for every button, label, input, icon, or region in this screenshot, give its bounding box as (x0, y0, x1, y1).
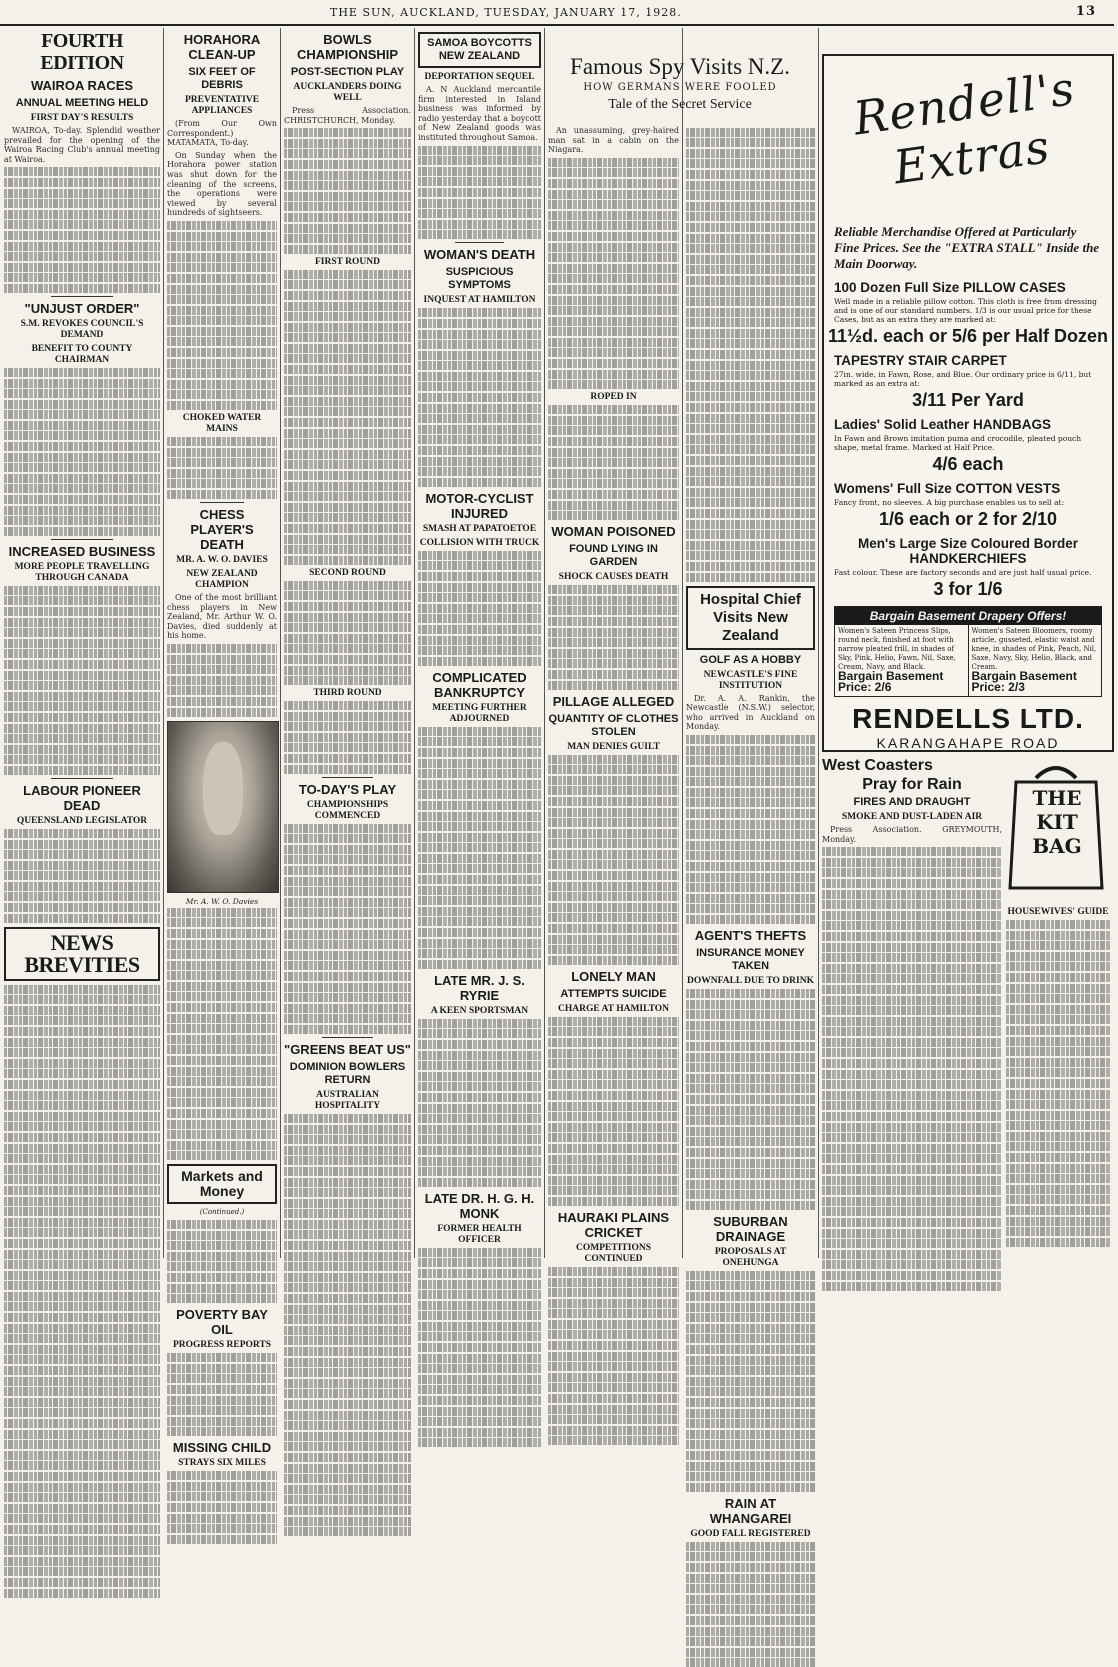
article-text: (From Our Own Correspondent.) MATAMATA, To-day. (167, 119, 277, 148)
subheadline: DOMINION BOWLERS RETURN (289, 1060, 406, 1086)
headline: PILLAGE ALLEGED (552, 693, 675, 709)
brevities-heading: BREVITIES (24, 951, 140, 977)
subheadline: MEETING FURTHER ADJOURNED (432, 702, 527, 724)
headline: "GREENS BEAT US" (284, 1041, 411, 1057)
ad-item (824, 481, 1112, 530)
headline: SAMOA BOYCOTTS NEW ZEALAND (427, 37, 532, 62)
rendells-advertisement (822, 54, 1114, 752)
company-address: KARANGAHAPE ROAD (876, 735, 1060, 751)
bargain-basement-box (834, 606, 1102, 697)
bargain-left-price: Bargain Basement Price: 2/6 (838, 669, 944, 694)
subheadline: SMOKE AND DUST-LADEN AIR (841, 812, 983, 822)
subheadline: ATTEMPTS SUICIDE (560, 987, 667, 1000)
ad-item-description: 27in. wide, in Fawn, Rose, and Blue. Our ordinary price is 6/11, but marked as an extra at: (834, 370, 1092, 388)
masthead-line: THE SUN, AUCKLAND, TUESDAY, JANUARY 17, 1928. (330, 6, 682, 19)
headline: HAURAKI PLAINS CRICKET (557, 1209, 670, 1240)
article-text: A. N Auckland mercantile firm interested in Island business was informed by radio yesterday that a boycott of New Zealand goods was instituted throughout Samoa. (418, 85, 541, 142)
article-text: WAIROA, To-day. Splendid weather prevailed for the opening of the Wairoa Racing Club's annual meeting at Wairoa. (4, 126, 160, 164)
subheadline: NEW ZEALAND CHAMPION (186, 569, 258, 590)
ad-item (824, 417, 1112, 475)
headline: BOWLS CHAMPIONSHIP (296, 32, 399, 62)
markets-box (167, 1164, 277, 1204)
subheadline: QUANTITY OF CLOTHES STOLEN (548, 712, 679, 738)
ad-item (824, 280, 1112, 347)
headline: RAIN AT WHANGAREI (709, 1495, 792, 1526)
ad-item-price: 1/6 each or 2 for 2/10 (878, 509, 1058, 529)
subheadline: MAN DENIES GUILT (567, 741, 660, 752)
ad-item (824, 353, 1112, 411)
article-text: On Sunday when the Horahora power station was shut down for the cleaning of the screens, the operations were viewed by several hundreds of sightseers. (167, 150, 277, 218)
fourth-edition-banner: FOURTH EDITION (40, 30, 124, 74)
headline: LATE DR. H. G. H. MONK (424, 1190, 535, 1221)
headline: TO-DAY'S PLAY (298, 781, 397, 797)
column-6 (686, 126, 815, 1539)
headline: LONELY MAN (571, 968, 656, 984)
company-name: RENDELLS LTD. (852, 703, 1084, 734)
headline: HORAHORA CLEAN-UP (183, 32, 261, 62)
ad-item-price: 3 for 1/6 (933, 579, 1003, 599)
photo-caption: Mr. A. W. O. Davies (185, 896, 259, 906)
subheadline: SUSPICIOUS SYMPTOMS (445, 266, 514, 292)
spy-story-head (545, 54, 815, 117)
kit-bag-title: THE KIT BAG (1032, 786, 1082, 858)
headline: MOTOR-CYCLIST INJURED (425, 490, 534, 521)
headline: LABOUR PIONEER DEAD (23, 782, 141, 813)
subheadline: AUSTRALIAN HOSPITALITY (314, 1089, 381, 1111)
masthead (0, 0, 1114, 26)
subheadline: COLLISION WITH TRUCK (419, 537, 540, 548)
rendells-extras-logo: Rendell's Extras (850, 61, 1079, 195)
headline: WAIROA RACES (30, 78, 134, 93)
article-text: One of the most brilliant chess players in New Zealand, Mr. Arthur W. O. Davies, died suddenly at his home. (167, 593, 277, 641)
spy-tagline: Tale of the Secret Service (608, 97, 752, 112)
ad-item-title: TAPESTRY STAIR CARPET (834, 353, 1007, 368)
column-rule (280, 28, 281, 1258)
subheadline: INSURANCE MONEY TAKEN (696, 947, 805, 972)
headline: LATE MR. J. S. RYRIE (434, 972, 525, 1003)
section-label: FIRST ROUND (314, 256, 380, 267)
housewives-guide-heading: HOUSEWIVES' GUIDE (1007, 907, 1109, 917)
ad-item-price: 4/6 each (932, 454, 1004, 474)
subheadline: GOLF AS A HOBBY (699, 653, 802, 666)
headline: COMPLICATED BANKRUPTCY (432, 669, 527, 700)
subheadline: CHOKED WATER MAINS (182, 413, 262, 435)
column-rule (544, 28, 545, 1258)
subheadline: PREVENTATIVE APPLIANCES (184, 95, 260, 116)
ad-item-description: Fancy front, no sleeves. A big purchase enables us to sell at: (834, 498, 1065, 507)
column-8 (1006, 904, 1110, 1254)
subheadline: NEWCASTLE'S FINE INSTITUTION (703, 669, 798, 691)
portrait-photo (167, 721, 279, 893)
headline: WOMAN'S DEATH (423, 247, 536, 263)
subheadline: GOOD FALL REGISTERED (690, 1528, 811, 1539)
subheadline: CHAMPIONSHIPS COMMENCED (306, 799, 389, 821)
column-rule (414, 28, 415, 1258)
headline: Hospital Chief Visits New Zealand (700, 590, 801, 644)
news-heading: NEWS (50, 929, 114, 955)
article-text: Press Association. GREYMOUTH, Monday. (822, 825, 1002, 844)
subheadline: SMASH AT PAPATOETOE (422, 523, 537, 534)
headline: WOMAN POISONED (551, 524, 676, 540)
column-rule (818, 28, 819, 1258)
ad-item-title: 100 Dozen Full Size PILLOW CASES (834, 280, 1066, 295)
subheadline: A KEEN SPORTSMAN (430, 1005, 529, 1016)
ad-item-price: 3/11 Per Yard (912, 390, 1024, 410)
bargain-right-price: Bargain Basement Price: 2/3 (971, 669, 1077, 694)
subheadline: INQUEST AT HAMILTON (423, 295, 536, 306)
subheadline: AUCKLANDERS DOING WELL (293, 82, 402, 103)
subheadline: FORMER HEALTH OFFICER (437, 1223, 522, 1245)
subheadline: DOWNFALL DUE TO DRINK (687, 976, 814, 986)
subheadline: DEPORTATION SEQUEL (424, 72, 535, 82)
section-label: SECOND ROUND (309, 567, 386, 578)
section-label: ROPED IN (590, 392, 637, 403)
spy-headline: Famous Spy Visits N.Z. (570, 54, 790, 79)
column-rule (163, 28, 164, 1258)
article-text: Press Association. CHRISTCHURCH, Monday. (284, 106, 411, 125)
headline: MISSING CHILD (172, 1440, 272, 1456)
subheadline: FIRST DAY'S RESULTS (30, 113, 134, 123)
ad-item-description: Fast colour. These are factory seconds and are just half usual price. (834, 568, 1092, 577)
subheadline: STRAYS SIX MILES (178, 1458, 266, 1469)
subheadline: COMPETITIONS CONTINUED (576, 1242, 651, 1264)
kit-bag-logo (1006, 758, 1106, 898)
headline: AGENT'S THEFTS (694, 928, 807, 943)
column-1 (4, 28, 160, 1258)
spy-subheadline: HOW GERMANS WERE FOOLED (583, 82, 777, 93)
article-text: Dr. A. A. Rankin, the Newcastle (N.S.W.) selector, who arrived in Auckland on Monday. (686, 693, 815, 732)
article-text: An unassuming, grey-haired man sat in a cabin on the Niagara. (548, 126, 679, 155)
subheadline: QUEENSLAND LEGISLATOR (16, 815, 148, 826)
subheadline: BENEFIT TO COUNTY CHAIRMAN (31, 343, 133, 365)
ad-item-title: Womens' Full Size COTTON VESTS (834, 481, 1061, 496)
column-7 (822, 754, 1002, 1254)
subheadline: PROGRESS REPORTS (172, 1340, 272, 1351)
headline: POVERTY BAY OIL (176, 1307, 268, 1338)
section-label: THIRD ROUND (313, 688, 382, 699)
subheadline: FIRES AND DRAUGHT (853, 796, 971, 808)
bargain-left-text: Women's Sateen Princess Slips, round neck, finished at foot with narrow pleated frill, in shades of Sky, Pink, Helio, Fawn, Nil, Saxe, Cream, Navy, and Black. (838, 627, 956, 671)
headline: SUBURBAN DRAINAGE (713, 1213, 788, 1244)
ad-item-title: Men's Large Size Coloured Border HANDKERCHIEFS (857, 536, 1078, 566)
column-4 (418, 28, 541, 1258)
column-3 (284, 28, 411, 1258)
samoa-box (418, 32, 541, 68)
ad-item-price: 11½d. each or 5/6 per Half Dozen (827, 326, 1109, 346)
headline: West Coasters (822, 757, 933, 774)
subheadline: PROPOSALS AT ONEHUNGA (714, 1246, 787, 1268)
headline: CHESS PLAYER'S DEATH (190, 507, 254, 552)
bargain-right-text: Women's Sateen Bloomers, roomy article, gusseted, elastic waist and knee, in shades of Pink, Peach, Nil, Saxe, Navy, Sky, Helio, Black, and Cream. (971, 627, 1097, 671)
headline: "UNJUST ORDER" (24, 300, 140, 316)
headline: ANNUAL MEETING HELD (15, 97, 149, 109)
ad-lead-text: Reliable Merchandise Offered at Particularly Fine Prices. See the "EXTRA STALL" Inside the Main Doorway. (834, 224, 1100, 271)
subheadline: S.M. REVOKES COUNCIL'S DEMAND (20, 318, 144, 340)
hospital-chief-box (686, 586, 815, 650)
subheadline: MR. A. W. O. DAVIES (176, 555, 268, 565)
page-number: 13 (1075, 4, 1096, 19)
column-rule (682, 28, 683, 1258)
markets-heading: Markets and Money (181, 1168, 263, 1200)
subheadline: MORE PEOPLE TRAVELLING THROUGH CANADA (14, 561, 150, 583)
ad-item (824, 536, 1112, 600)
ad-item-description: In Fawn and Brown imitation puma and crocodile, pleated pouch shape, metal frame. Marked at Half Price. (834, 434, 1082, 452)
subheadline: SIX FEET OF DEBRIS (188, 66, 256, 91)
news-brevities-box (4, 927, 160, 981)
subheadline: POST-SECTION PLAY (290, 66, 405, 78)
headline: INCREASED BUSINESS (8, 543, 156, 559)
column-5 (548, 126, 679, 1264)
column-2 (167, 28, 277, 1469)
subheadline: SHOCK CAUSES DEATH (558, 572, 669, 583)
ad-item-title: Ladies' Solid Leather HANDBAGS (834, 417, 1051, 432)
headline: Pray for Rain (862, 776, 962, 793)
bargain-title: Bargain Basement Drapery Offers! (835, 607, 1101, 625)
subheadline: CHARGE AT HAMILTON (557, 1003, 670, 1014)
ad-item-description: Well made in a reliable pillow cotton. This cloth is free from dressing and is one of our standard numbers. 1/3 is our usual price for these Cases, but as an extra they are marked at: (834, 297, 1097, 324)
subheadline: FOUND LYING IN GARDEN (569, 543, 658, 569)
continued-label: (Continued.) (199, 1208, 245, 1217)
